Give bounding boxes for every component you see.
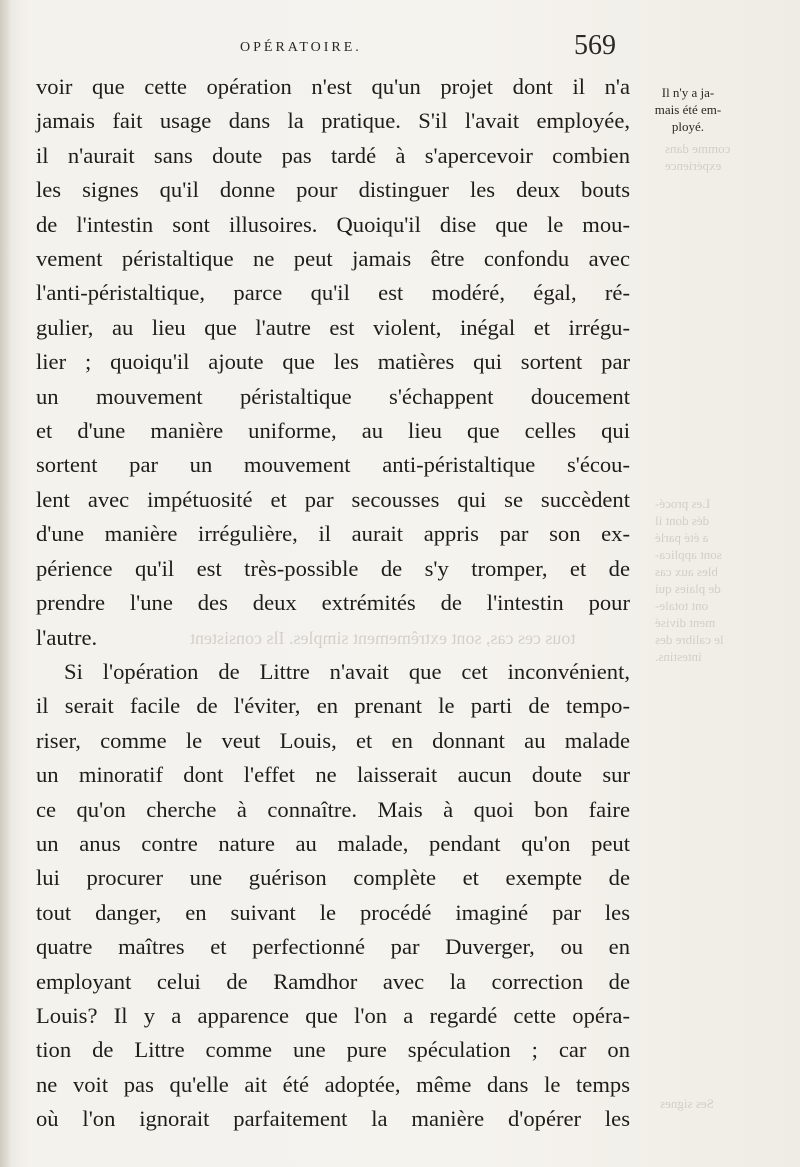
text-line: quatre maîtres et perfectionné par Duverger, ou en	[36, 934, 630, 960]
text-line: et d'une manière uniforme, au lieu que celles qui	[36, 418, 630, 444]
text-line: gulier, au lieu que l'autre est violent, inégal et irrégu-	[36, 314, 630, 340]
text-line: lui procurer une guérison complète et exempte de	[36, 865, 630, 891]
text-line: tout danger, en suivant le procédé imaginé par les	[36, 899, 630, 925]
text-line: employant celui de Ramdhor avec la correction de	[36, 968, 630, 994]
text-line: jamais fait usage dans la pratique. S'il l'avait employée,	[36, 108, 630, 134]
body-text	[36, 70, 630, 1137]
margin-note-line: Il n'y a ja-	[661, 85, 715, 100]
text-line: tion de Littre comme une pure spéculation ; car on	[36, 1037, 630, 1063]
running-head: OPÉRATOIRE.	[240, 40, 362, 55]
text-line: un mouvement péristaltique s'échappent doucement	[36, 383, 630, 409]
show-through-text: Ses signes	[660, 1096, 714, 1111]
text-line: ne voit pas qu'elle ait été adoptée, même dans le temps	[36, 1071, 630, 1097]
show-through-text: tous ces cas, sont extrêmement simples. Ils consistent	[190, 628, 576, 648]
text-line: périence qu'il est très-possible de s'y tromper, et de	[36, 555, 630, 581]
text-line: l'autre.	[36, 624, 98, 650]
text-line: il n'aurait sans doute pas tardé à s'apercevoir combien	[36, 142, 630, 168]
text-line: riser, comme le veut Louis, et en donnant au malade	[36, 727, 630, 753]
text-line: Louis? Il y a apparence que l'on a regardé cette opéra-	[36, 1002, 630, 1028]
text-line: lier ; quoiqu'il ajoute que les matières qui sortent par	[36, 349, 630, 375]
margin-note-line: ployé.	[671, 119, 705, 134]
text-line: lent avec impétuosité et par secousses qui se succèdent	[36, 486, 630, 512]
text-line: un anus contre nature au malade, pendant qu'on peut	[36, 830, 630, 856]
text-line: un minoratif dont l'effet ne laisserait aucun doute sur	[36, 762, 630, 788]
binding-shadow	[0, 0, 12, 1167]
page-number: 569	[574, 30, 616, 61]
text-line: voir que cette opération n'est qu'un projet dont il n'a	[36, 74, 630, 99]
text-line: Si l'opération de Littre n'avait que cet inconvénient,	[64, 658, 630, 684]
paragraph-1	[36, 70, 630, 655]
text-line: de l'intestin sont illusoires. Quoiqu'il dise que le mou-	[36, 211, 630, 237]
text-line: sortent par un mouvement anti-péristaltique s'écou-	[36, 452, 630, 478]
text-line: où l'on ignorait parfaitement la manière d'opérer les	[36, 1106, 630, 1132]
margin-note	[638, 84, 738, 135]
text-line: vement péristaltique ne peut jamais être confondu avec	[36, 246, 630, 272]
show-through-text: comme dans expérience	[665, 141, 731, 173]
text-line: prendre l'une des deux extrémités de l'intestin pour	[36, 590, 630, 616]
text-line: ce qu'on cherche à connaître. Mais à quoi bon faire	[36, 796, 630, 822]
text-line: il serait facile de l'éviter, en prenant le parti de tempo-	[36, 693, 630, 719]
text-line: les signes qu'il donne pour distinguer les deux bouts	[36, 177, 630, 203]
text-line: d'une manière irrégulière, il aurait appris par son ex-	[36, 521, 630, 547]
paragraph-2	[36, 655, 630, 1137]
show-through-text: Les procé- dés dont il a été parlé sont applica- bles aux cas de plaies qui ont totale- ment divisé le calibre des intestins.	[655, 496, 724, 664]
text-line: l'anti-péristaltique, parce qu'il est modéré, égal, ré-	[36, 280, 630, 306]
margin-note-line: mais été em-	[654, 102, 722, 117]
